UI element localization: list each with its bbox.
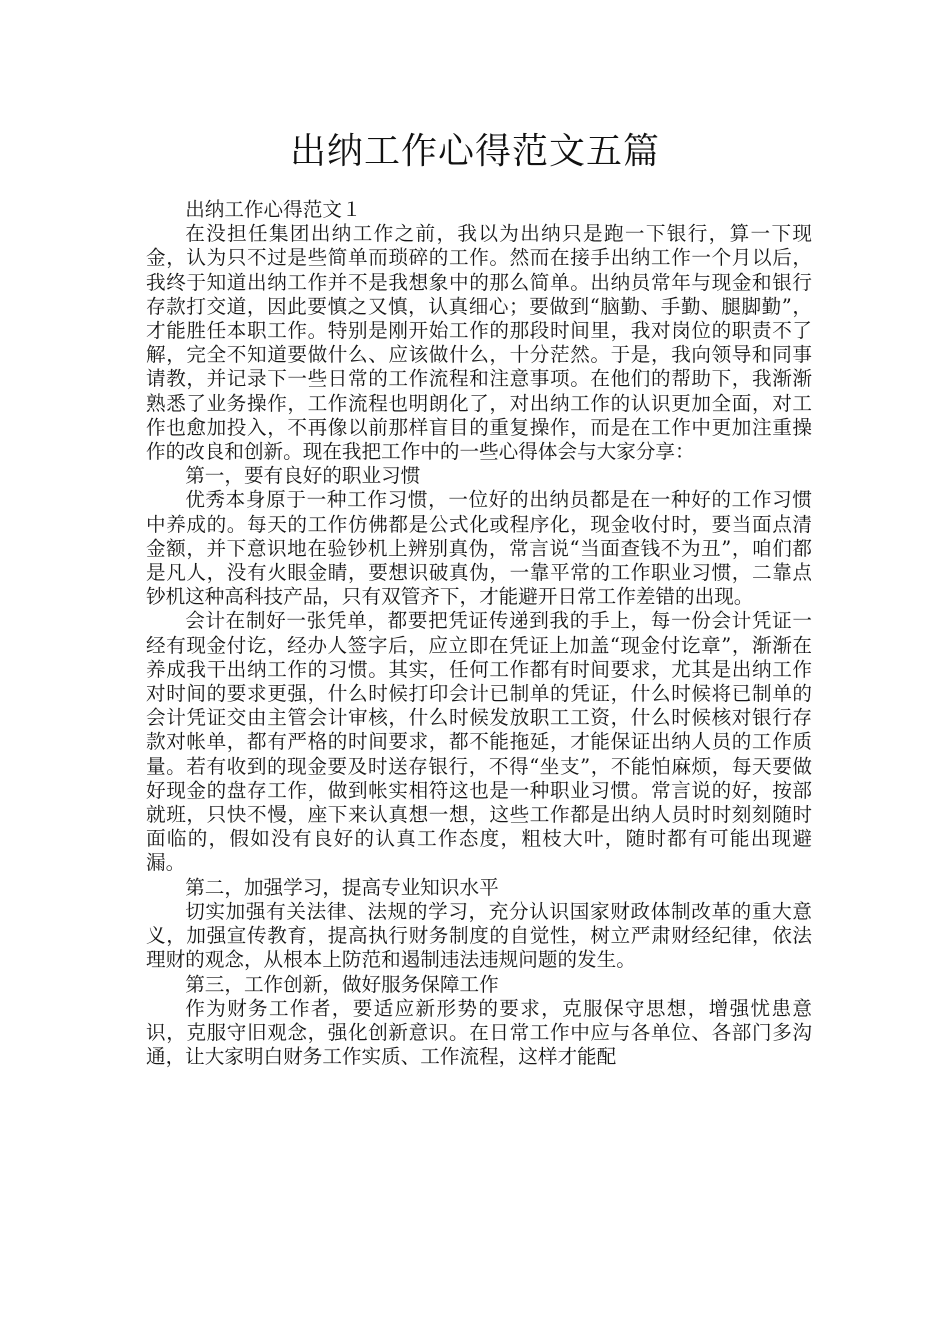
document-title: 出纳工作心得范文五篇 bbox=[289, 131, 660, 172]
document-body bbox=[146, 198, 812, 1069]
body-paragraph: 优秀本身原于一种工作习惯，一位好的出纳员都是在一种好的工作习惯中养成的。每天的工作仿佛都是公式化或程序化，现金收付时，要当面点清金额，并下意识地在验钞机上辨别真伪，常言说“当面查钱不为丑”，咱们都是凡人，没有火眼金睛，要想识破真伪，一靠平常的工作职业习惯，二靠点钞机这种高科技产品，只有双管齐下，才能避开日常工作差错的出现。 bbox=[146, 488, 812, 609]
section-heading: 出纳工作心得范文１ bbox=[185, 198, 362, 221]
section-heading: 第二，加强学习，提高专业知识水平 bbox=[185, 875, 499, 899]
body-paragraph: 会计在制好一张凭单，都要把凭证传递到我的手上，每一份会计凭证一经有现金付讫，经办人签字后，应立即在凭证上加盖“现金付讫章”，渐渐在养成我干出纳工作的习惯。其实，任何工作都有时间要求，尤其是出纳工作对时间的要求更强，什么时候打印会计已制单的凭证，什么时候将已制单的会计凭证交由主管会计审核，什么时候发放职工工资，什么时候核对银行存款对帐单，都有严格的时间要求，都不能拖延，才能保证出纳人员的工作质量。若有收到的现金要及时送存银行，不得“坐支”，不能怕麻烦，每天要做好现金的盘存工作，做到帐实相符这也是一种职业习惯。常言说的好，按部就班，只快不慢，座下来认真想一想，这些工作都是出纳人员时时刻刻随时面临的，假如没有良好的认真工作态度，粗枝大叶，随时都有可能出现避漏。 bbox=[146, 609, 812, 875]
section-heading: 第一，要有良好的职业习惯 bbox=[185, 464, 421, 488]
body-paragraph: 在没担任集团出纳工作之前，我以为出纳只是跑一下银行，算一下现金，认为只不过是些简单而琐碎的工作。然而在接手出纳工作一个月以后，我终于知道出纳工作并不是我想象中的那么简单。出纳员常年与现金和银行存款打交道，因此要慎之又慎，认真细心；要做到“脑勤、手勤、腿脚勤”，才能胜任本职工作。特别是刚开始工作的那段时间里，我对岗位的职责不了解，完全不知道要做什么、应该做什么，十分茫然。于是，我向领导和同事请教，并记录下一些日常的工作流程和注意事项。在他们的帮助下，我渐渐熟悉了业务操作，工作流程也明朗化了，对出纳工作的认识更加全面，对工作也愈加投入，不再像以前那样盲目的重复操作，而是在工作中更加注重操作的改良和创新。现在我把工作中的一些心得体会与大家分享： bbox=[146, 222, 812, 464]
body-paragraph: 切实加强有关法律、法规的学习，充分认识国家财政体制改革的重大意义，加强宣传教育，提高执行财务制度的自觉性，树立严肃财经纪律，依法理财的观念，从根本上防范和遏制违法违规问题的发生。 bbox=[146, 899, 812, 972]
section-heading: 第三，工作创新，做好服务保障工作 bbox=[185, 972, 499, 996]
body-paragraph: 作为财务工作者，要适应新形势的要求，克服保守思想，增强忧患意识，克服守旧观念，强化创新意识。在日常工作中应与各单位、各部门多沟通，让大家明白财务工作实质、工作流程，这样才能配 bbox=[146, 996, 812, 1069]
